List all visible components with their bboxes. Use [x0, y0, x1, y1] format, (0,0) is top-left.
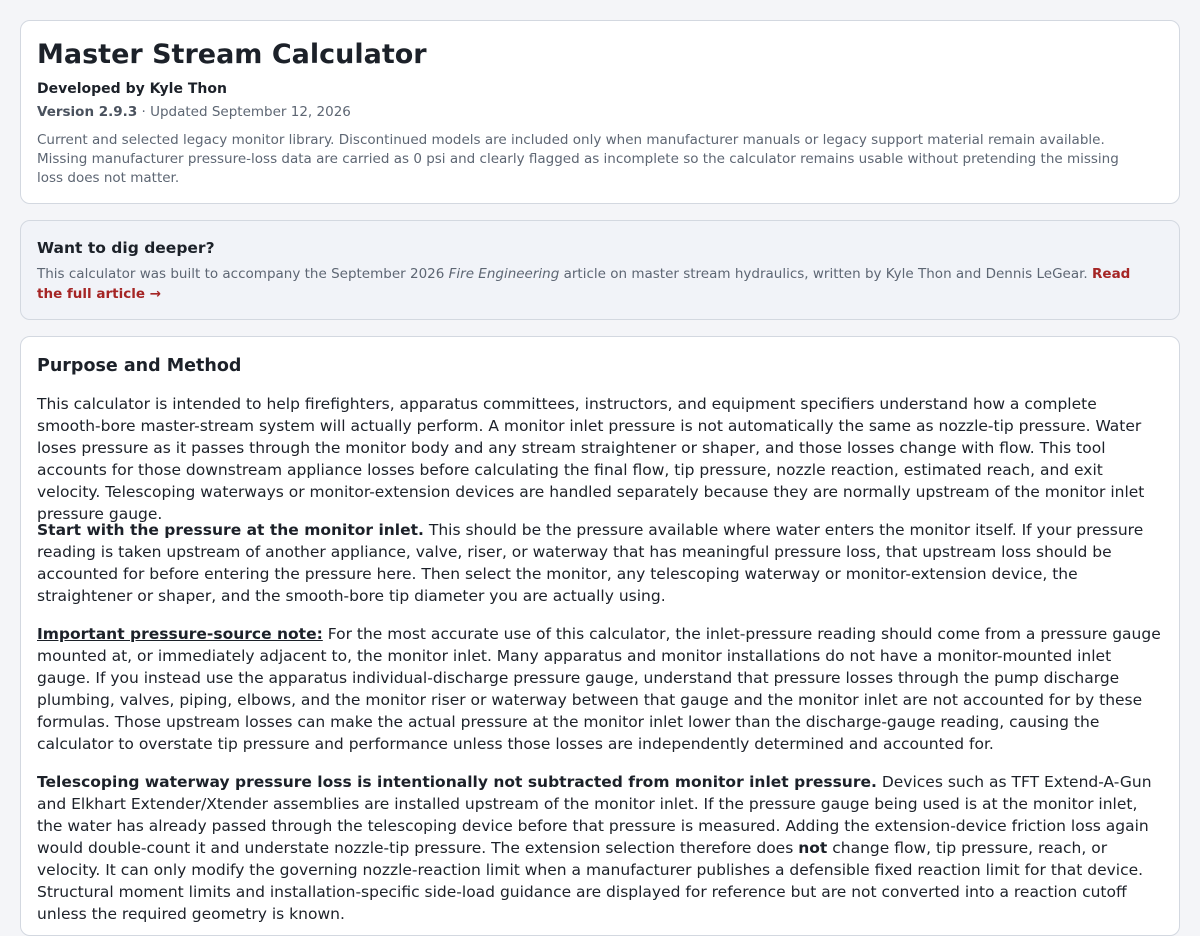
- read-full-article-link[interactable]: Read the full article →: [37, 266, 1131, 302]
- inlet-text: This should be the pressure available where water enters the monitor itself. If your pressure reading is taken upstream of another appliance, valve, riser, or waterway that has meaningful pressure loss, that upstream loss should be accounted for before entering the pressure here. Then select the monitor, any telescoping waterway or monitor-extension device, the straightener or shaper, and the smooth-bore tip diameter you are actually using.: [37, 521, 1144, 605]
- publication-name: Fire Engineering: [448, 266, 560, 282]
- telescoping-text-a: Devices such as TFT Extend-A-Gun and Elkhart Extender/Xtender assemblies are installed upstream of the monitor inlet. If the pressure gauge being used is at the monitor inlet, the water has already passed through the telescoping device before that pressure is measured. Adding the extension-device friction loss again would double-count it and understate nozzle-tip pressure. The extension selection therefore does: [37, 773, 1152, 857]
- header-card: [20, 20, 1180, 204]
- version-number: Version 2.9.3: [37, 104, 138, 120]
- purpose-card: [20, 336, 1180, 936]
- app-title: Master Stream Calculator: [37, 39, 427, 70]
- dig-deeper-text-end: article on master stream hydraulics, written by Kyle Thon and Dennis LeGear.: [559, 266, 1093, 282]
- purpose-paragraph-inlet: [37, 519, 1163, 607]
- pressure-note-text: For the most accurate use of this calculator, the inlet-pressure reading should come from a pressure gauge mounted at, or immediately adjacent to, the monitor inlet. Many apparatus and monitor installations do not have a monitor-mounted inlet gauge. If you instead use the apparatus individual-discharge pressure gauge, understand that pressure losses through the pump discharge plumbing, valves, piping, elbows, and the monitor riser or waterway between that gauge and the monitor inlet are not accounted for by these formulas. Those upstream losses can make the actual pressure at the monitor inlet lower than the discharge-gauge reading, causing the calculator to overstate tip pressure and performance unless those losses are independently determined and accounted for.: [37, 625, 1161, 753]
- pressure-note-lead: Important pressure-source note:: [37, 625, 323, 643]
- dig-deeper-text-start: This calculator was built to accompany the September 2026: [37, 266, 449, 282]
- telescoping-lead: Telescoping waterway pressure loss is intentionally not subtracted from monitor inlet pressure.: [37, 773, 877, 791]
- telescoping-not: not: [798, 839, 828, 857]
- purpose-paragraph-pressure-note: [37, 623, 1163, 755]
- developer-credit: Developed by Kyle Thon: [37, 81, 227, 97]
- dig-deeper-title: Want to dig deeper?: [37, 239, 215, 257]
- telescoping-text-b: change flow, tip pressure, reach, or velocity. It can only modify the governing nozzle-reaction limit when a manufacturer publishes a defensible fixed reaction limit for that device. Structural moment limits and installation-specific side-load guidance are displayed for reference but are not converted into a reaction cutoff unless the required geometry is known.: [37, 839, 1144, 923]
- updated-date: · Updated September 12, 2026: [137, 104, 351, 120]
- inlet-lead: Start with the pressure at the monitor inlet.: [37, 521, 424, 539]
- dig-deeper-card: [20, 220, 1180, 320]
- dig-deeper-text: [37, 264, 1147, 304]
- purpose-title: Purpose and Method: [37, 356, 242, 376]
- purpose-paragraph-intro: This calculator is intended to help firefighters, apparatus committees, instructors, and equipment specifiers understand how a complete smooth-bore master-stream system will actually perform. A monitor inlet pressure is not automatically the same as nozzle-tip pressure. Water loses pressure as it passes through the monitor body and any stream straightener or shaper, and those losses change with flow. This tool accounts for those downstream appliance losses before calculating the final flow, tip pressure, nozzle reaction, estimated reach, and exit velocity. Telescoping waterways or monitor-extension devices are handled separately because they are normally upstream of the monitor inlet pressure gauge.: [37, 395, 1145, 523]
- library-note: Current and selected legacy monitor library. Discontinued models are included only when manufacturer manuals or legacy support material remain available. Missing manufacturer pressure-loss data are carried as 0 psi and clearly flagged as incomplete so the calculator remains usable without pretending the missing loss does not matter.: [37, 132, 1119, 186]
- version-line: [37, 102, 351, 122]
- purpose-paragraph-telescoping: [37, 771, 1163, 925]
